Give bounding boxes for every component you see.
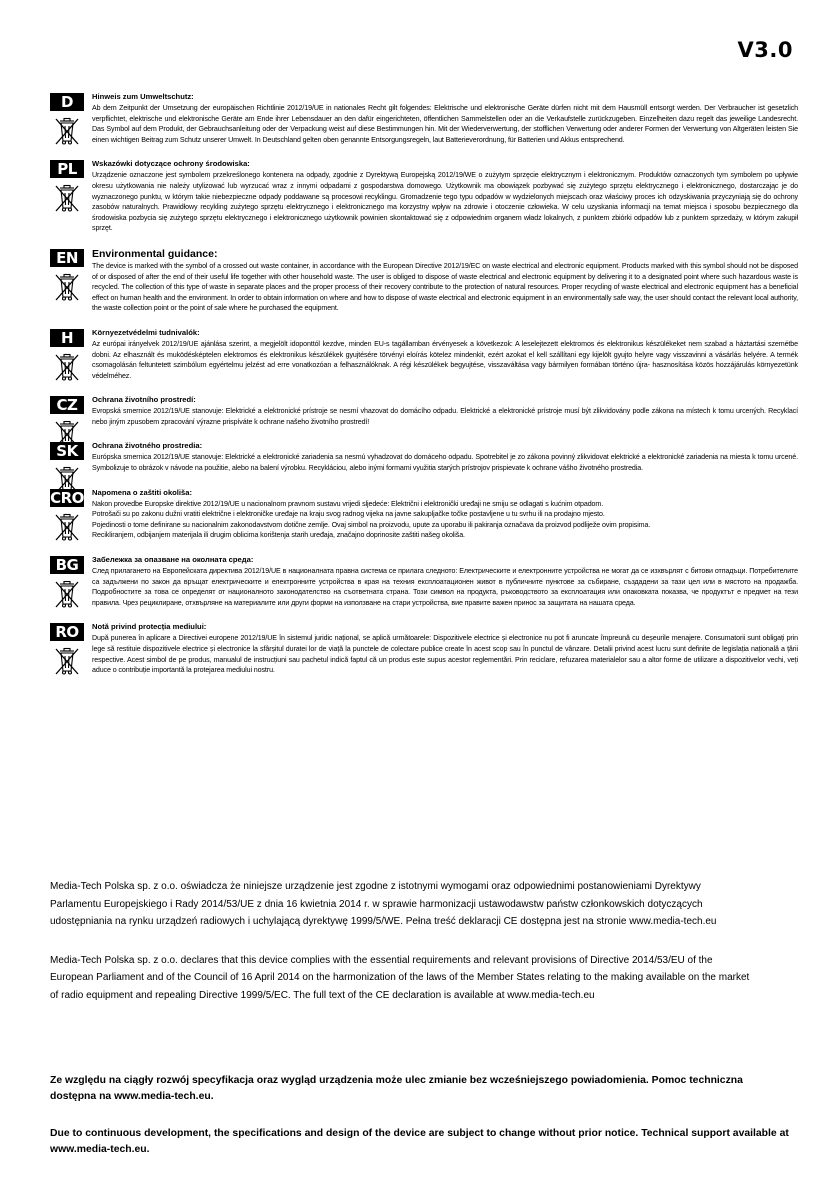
notice-sk bbox=[50, 441, 798, 473]
notice-text: Urządzenie oznaczone jest symbolem przekreślonego kontenera na odpady, zgodnie z Dyrektywą Europejską 2012/19/WE o zużytym sprzęcie elektrycznym i elektronicznym. Produktów oznaczonych tym symbolem po upływie okresu użytkowania nie należy utylizować lub wyrzucać wraz z innymi odpadami z gospodarstwa domowego. Użytkownik ma obowiązek pozbywać się zużytego sprzętu elektrycznego i elektronicznego, dostarczając je do wyznaczonego punktu, w którym takie niebezpieczne odpady poddawane są procesowi recyklingu. Gromadzenie tego typu odpadów w wydzielonych miejscach oraz właściwy proces ich odzyskiwania przyczyniają się do ochrony zasobów naturalnych. Prawidłowy recykling zużytego sprzętu elektrycznego i elektronicznego ma korzystny wpływ na zdrowie i otoczenie człowieka. W celu uzyskania informacji na temat miejsca i sposobu bezpiecznego dla środowiska pozbycia się zużytego sprzętu elektrycznego i elektronicznego użytkownik powinien skontaktować się z odpowiednim organem władz lokalnych, z punktem zbiórki odpadów lub z punktem sprzedaży, w którym zakupił sprzęt. bbox=[92, 171, 798, 233]
notice-heading: Wskazówki dotyczące ochrony środowiska: bbox=[92, 159, 250, 169]
language-badge-cz: CZ bbox=[50, 396, 84, 414]
notice-bg bbox=[50, 555, 798, 608]
notice-heading: Забележка за опазване на околната среда: bbox=[92, 555, 254, 565]
footer-notice bbox=[50, 1073, 790, 1179]
notice-cz bbox=[50, 395, 798, 427]
ce-declaration-pl: Media-Tech Polska sp. z o.o. oświadcza że niniejsze urządzenie jest zgodne z istotnymi wymogami oraz odpowiednimi postanowieniami Dyrektywy Parlamentu Europejskiego i Rady 2014/53/UE z dnia 16 kwietnia 2014 r. w sprawie harmonizacji ustawodawstw państw członkowskich dotyczących udostępniania na rynku urządzeń radiowych i uchylającą dyrektywę 1999/5/WE. Pełna treść deklaracji CE dostępna jest na stronie www.media-tech.eu bbox=[50, 881, 717, 928]
notice-de bbox=[50, 92, 798, 145]
notice-text bbox=[92, 499, 798, 541]
notice-text: Evropská smernice 2012/19/UE stanovuje: Elektrické a elektronické prístroje se nesmí vhazovat do domácího odpadu. Elektrické a elektronické prístroje musí být zlikvidovány podle zákona na místech k tomu urcených. Recyklací nebo jiným zpusobem zpracování výrazne prispíváte k ochrane našeho životního prostredí! bbox=[92, 407, 798, 426]
notice-text: Ab dem Zeitpunkt der Umsetzung der europäischen Richtlinie 2012/19/UE in nationales Recht gilt folgendes: Elektrische und elektronische Geräte dürfen nicht mit dem Hausmüll entsorgt werden. Der Verbraucher ist gesetzlich verpflichtet, elektrische und elektronische Geräte am Ende ihrer Lebensdauer an den dafür eingerichteten, öffentlichen Sammelstellen oder an die Verkaufstelle zurückzugeben. Einzelheiten dazu regelt das jeweilige Landesrecht. Das Symbol auf dem Produkt, der Gebrauchsanleitung oder der Verpackung weist auf diese Bestimmungen hin. Mit der Wiederverwertung, der stofflichen Verwertung oder anderer Formen der Verwertung von Altgeräten leisten Sie einen wichtigen Beitrag zum Schutz unserer Umwelt. In Deutschland gelten oben genannte Entsorgungsregeln, laut Batterieverordnung, für Batterien und Akkus entsprechend. bbox=[92, 104, 798, 144]
crossed-bin-icon bbox=[53, 646, 81, 676]
notice-text: След прилагането на Европейската директива 2012/19/UE в националната правна система се прилага следното: Електрическите и електронните устройства не могат да се изхвърлят с битови отпадъци. Потребителите са задължени по закон да връщат електрическите и електронните устройства в края на техния експлоатационен живот в публичните пунктове за събиране, създадени за тази цел или в мястото на продажба. Подробностите за това се определят от националното законодателство на съответната страна. Този символ на продукта, ръководството за експлоатация или опаковката показва, че продуктът е предмет на тези правила. Чрез рециклиране, отхвърляне на материалите или други форми на използване на стари устройства, вие правите важен принос за защитата на нашата среда. bbox=[92, 567, 798, 607]
language-badge-de: D bbox=[50, 93, 84, 111]
footer-notice-en: Due to continuous development, the specifications and design of the device are subject to change without prior notice. Technical support available at www.media-tech.eu. bbox=[50, 1128, 789, 1155]
notice-text: Az európai irányelvek 2012/19/UE ajánlása szerint, a megjelölt idoponttól kezdve, minden EU-s tagállamban érvényesek a következok: A leselejtezett elektromos és elektronikus készülékeket nem szabad a háztartási szemétbe dobni. Az elhasznált és muködésképtelen elektromos és elektronikus készülékek gyujtésére törvényi eloírás kötelez mindenkit, ezért azokat el kell szállítani egy kijelölt gyujto helyre vagy visszavinni a vásárlás helyére. A termék csomagolásán feltuntetett szimbólum egyértelmu jelzést ad erre vonatkozóan a felhasználóknak. A régi készülékek begyujtése, visszaváltása vagy bármilyen formában történo újra- hasznosítása közös hozzájárulás környezetünk védelméhez. bbox=[92, 339, 798, 380]
notice-heading: Notă privind protecția mediului: bbox=[92, 622, 207, 632]
ce-declaration-en: Media-Tech Polska sp. z o.o. declares that this device complies with the essential requirements and relevant provisions of Directive 2014/53/EU of the European Parliament and of the Council of 16 April 2014 on the harmonization of the laws of the Member States relating to the making available on the market of radio equipment and repealing Directive 1999/5/EC. The full text of the CE declaration is available at www.media-tech.eu bbox=[50, 954, 750, 1001]
crossed-bin-icon bbox=[53, 579, 81, 609]
notice-text: Európska smernica 2012/19/UE stanovuje: Elektrické a elektronické zariadenia sa nesmú vyhadzovat do domáceho odpadu. Spotrebitel je zo zákona povinný zlikvidovat elektrické a elektronické zariadenia na miesta k tomu urcené. Symbolizuje to obrázok v návode na použitie, alebo na balení výrobku. Recykláciou, alebo inými formami využitia starých prístrojov prispievate k ochrane vášho životného prostredia. bbox=[92, 453, 798, 473]
notice-line: Nakon provedbe Europske direktive 2012/19/UE u nacionalnom pravnom sustavu vrijedi sljedeće: Električni i elektronički uređaji ne smiju se odlagati s kućnim otpadom. bbox=[92, 499, 604, 508]
notice-heading: Környezetvédelmi tudnivalók: bbox=[92, 327, 200, 337]
language-badge-pl: PL bbox=[50, 160, 84, 178]
notice-hr bbox=[50, 488, 798, 541]
crossed-bin-icon bbox=[53, 512, 81, 542]
notice-line: Recikliranjem, odbijanjem materijala ili drugim oblicima korištenja starih uređaja, značajno doprinosite zaštiti našeg okoliša. bbox=[92, 531, 465, 540]
notice-heading: Napomena o zaštiti okoliša: bbox=[92, 487, 193, 497]
language-badge-ro: RO bbox=[50, 623, 84, 641]
notice-pl bbox=[50, 159, 798, 234]
notice-ro bbox=[50, 622, 798, 675]
notice-heading: Hinweis zum Umweltschutz: bbox=[92, 92, 194, 101]
environment-notices bbox=[50, 92, 798, 690]
language-badge-hr: CRO bbox=[50, 488, 84, 507]
ce-declarations bbox=[50, 878, 750, 1026]
crossed-bin-icon bbox=[53, 272, 81, 302]
notice-heading: Ochrana životného prostredia: bbox=[92, 441, 203, 451]
crossed-bin-icon bbox=[53, 116, 81, 146]
version-label: V3.0 bbox=[737, 38, 793, 62]
language-badge-sk: SK bbox=[50, 442, 84, 460]
notice-line: Pojedinosti o tome definirane su nacionalnim zakonodavstvom dotične zemlje. Ovaj simbol na proizvodu, upute za uporabu ili pakiranja označava da proizvod podliježe ovim propisima. bbox=[92, 520, 651, 529]
language-badge-en: EN bbox=[50, 249, 84, 267]
notice-line: Potrošači su po zakonu dužni vratiti električne i elektroničke uređaje na kraju svog radnog vijeka na javne sakupljačke točke postavljene u tu svrhu ili na prodajno mjesto. bbox=[92, 510, 605, 519]
notice-heading: Ochrana životního prostredí: bbox=[92, 395, 196, 405]
notice-heading: Environmental guidance: bbox=[92, 247, 218, 260]
language-badge-bg: BG bbox=[50, 556, 84, 574]
crossed-bin-icon bbox=[53, 352, 81, 382]
notice-en bbox=[50, 248, 798, 314]
footer-notice-pl: Ze względu na ciągły rozwój specyfikacja oraz wygląd urządzenia może ulec zmianie bez wcześniejszego powiadomienia. Pomoc techniczna dostępna na www.media-tech.eu. bbox=[50, 1075, 743, 1102]
notice-hu bbox=[50, 328, 798, 381]
notice-text: După punerea în aplicare a Directivei europene 2012/19/UE în sistemul juridic național, se aplică următoarele: Dispozitivele electrice și electronice nu pot fi aruncate împreună cu deșeurile menajere. Consumatorii sunt obligați prin lege să restituie dispozitivele electrice și electronice la sfârșitul duratei lor de viață la punctele de colectare publice create în acest scop sau în punctul de vânzare. Detalii privind acest lucru sunt definite de legislația națională a țării respective. Acest simbol de pe produs, manualul de instrucțiuni sau pachetul indică faptul că un produs este supus acestor reglementări. Prin reciclare, refuzarea materialelor sau a altor forme de utilizare a dispozitivelor vechi, veți aduce o contribuție importantă la protejarea mediului nostru. bbox=[92, 634, 798, 675]
crossed-bin-icon bbox=[53, 183, 81, 213]
language-badge-hu: H bbox=[50, 329, 84, 347]
notice-text: The device is marked with the symbol of a crossed out waste container, in accordance with the European Directive 2012/19/EC on waste electrical and electronic equipment. Products marked with this symbol should not be disposed of or disposed of after the end of their useful life together with other household waste. The user is obliged to dispose of waste electrical and electronic equipment by delivering it to a designated point where such hazardous waste is recycled. The collection of this type of waste in separate places and the proper process of their recovery contribute to the protection of natural resources. Proper recycling of waste electrical and electronic equipment has a beneficial effect on human health and the environment. In order to obtain information on where and how to dispose of waste electrical and electronic equipment in an environmentally safe way, the user should contact the relevant local authority, the waste collection point or the point of sale where he purchased the equipment. bbox=[92, 261, 798, 313]
